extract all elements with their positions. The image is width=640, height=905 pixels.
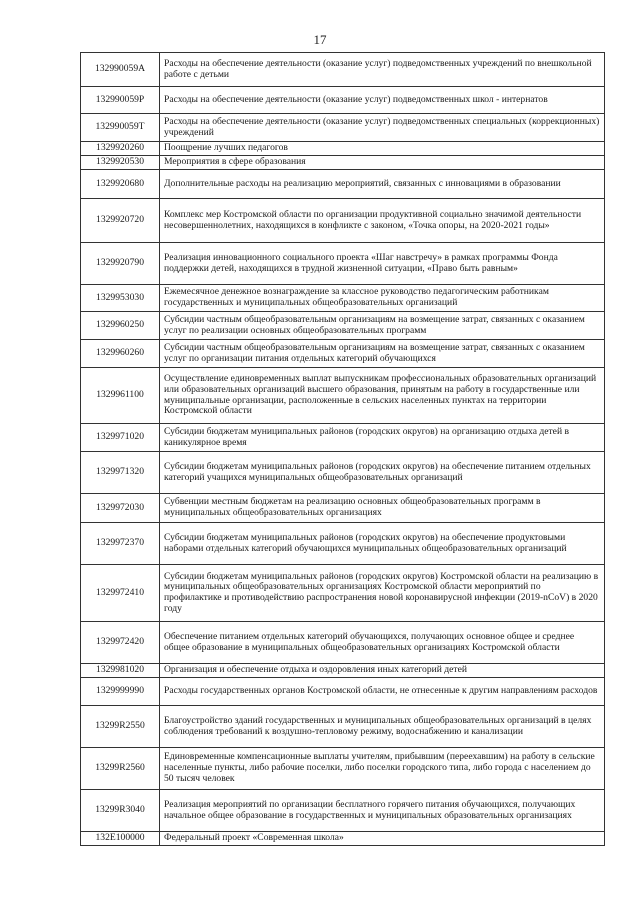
table-body <box>81 53 605 846</box>
row-code: 13299R3040 <box>81 790 160 832</box>
row-description: Субсидии частным общеобразовательным организациям на возмещение затрат, связанных с оказанием услуг по организации питания отдельных категорий обучающихся <box>160 340 605 368</box>
table-row <box>81 494 605 523</box>
table-row <box>81 87 605 114</box>
table-row <box>81 53 605 87</box>
row-description: Мероприятия в сфере образования <box>160 156 605 170</box>
row-code: 1329960260 <box>81 340 160 368</box>
row-description: Реализация инновационного социального проекта «Шаг навстречу» в рамках программы Фонда поддержки детей, находящихся в трудной жизненной ситуации, «Право быть равным» <box>160 243 605 285</box>
table-row <box>81 170 605 199</box>
row-description: Поощрение лучших педагогов <box>160 142 605 156</box>
row-description: Субсидии бюджетам муниципальных районов (городских округов) на обеспечение питанием отдельных категорий учащихся муниципальных общеобразовательных организаций <box>160 452 605 494</box>
row-description: Комплекс мер Костромской области по организации продуктивной социально значимой деятельности несовершеннолетних, находящихся в конфликте с законом, «Точка опоры, на 2020-2021 годы» <box>160 199 605 243</box>
table-row <box>81 368 605 424</box>
row-code: 1329920720 <box>81 199 160 243</box>
table-row <box>81 664 605 678</box>
row-code: 1329920260 <box>81 142 160 156</box>
row-code: 1329972420 <box>81 622 160 664</box>
table-row <box>81 706 605 748</box>
row-code: 1329972030 <box>81 494 160 523</box>
row-code: 1329920680 <box>81 170 160 199</box>
row-code: 132990059Р <box>81 87 160 114</box>
table-row <box>81 243 605 285</box>
table-row <box>81 523 605 565</box>
page-number: 17 <box>313 32 327 47</box>
table-row <box>81 285 605 312</box>
row-code: 13299R2560 <box>81 748 160 790</box>
row-code: 1329971320 <box>81 452 160 494</box>
row-description: Расходы на обеспечение деятельности (оказание услуг) подведомственных специальных (коррекционных) учреждений <box>160 114 605 142</box>
row-code: 1329972370 <box>81 523 160 565</box>
table-row <box>81 565 605 622</box>
table-row <box>81 832 605 846</box>
table-row <box>81 156 605 170</box>
row-code: 1329999990 <box>81 678 160 706</box>
table-row <box>81 142 605 156</box>
table-row <box>81 312 605 340</box>
row-code: 1329960250 <box>81 312 160 340</box>
row-code: 1329981020 <box>81 664 160 678</box>
row-description: Субвенции местным бюджетам на реализацию основных общеобразовательных программ в муниципальных общеобразовательных организациях <box>160 494 605 523</box>
table-row <box>81 678 605 706</box>
row-code: 1329971020 <box>81 424 160 452</box>
row-code: 1329961100 <box>81 368 160 424</box>
row-description: Расходы на обеспечение деятельности (оказание услуг) подведомственных учреждений по внешкольной работе с детьми <box>160 53 605 87</box>
row-code: 1329920530 <box>81 156 160 170</box>
table-row <box>81 199 605 243</box>
row-description: Субсидии бюджетам муниципальных районов (городских округов) на организацию отдыха детей в каникулярное время <box>160 424 605 452</box>
row-description: Благоустройство зданий государственных и муниципальных общеобразовательных организаций в целях соблюдения требований к воздушно-тепловому режиму, водоснабжению и канализации <box>160 706 605 748</box>
row-description: Ежемесячное денежное вознаграждение за классное руководство педагогическим работникам государственных и муниципальных общеобразовательных организаций <box>160 285 605 312</box>
row-code: 132990059Т <box>81 114 160 142</box>
row-description: Расходы на обеспечение деятельности (оказание услуг) подведомственных школ - интернатов <box>160 87 605 114</box>
row-code: 1329953030 <box>81 285 160 312</box>
row-description: Расходы государственных органов Костромской области, не отнесенные к другим направлениям расходов <box>160 678 605 706</box>
row-description: Субсидии частным общеобразовательным организациям на возмещение затрат, связанных с оказанием услуг по реализации основных общеобразовательных программ <box>160 312 605 340</box>
table-row <box>81 114 605 142</box>
table-row <box>81 748 605 790</box>
row-description: Дополнительные расходы на реализацию мероприятий, связанных с инновациями в образовании <box>160 170 605 199</box>
row-code: 132990059А <box>81 53 160 87</box>
row-description: Обеспечение питанием отдельных категорий обучающихся, получающих основное общее и среднее общее образование в муниципальных общеобразовательных организациях Костромской области <box>160 622 605 664</box>
row-code: 132E100000 <box>81 832 160 846</box>
table-row <box>81 452 605 494</box>
row-description: Организация и обеспечение отдыха и оздоровления иных категорий детей <box>160 664 605 678</box>
row-description: Субсидии бюджетам муниципальных районов (городских округов) на обеспечение продуктовыми наборами отдельных категорий обучающихся муниципальных общеобразовательных организаций <box>160 523 605 565</box>
row-description: Осуществление единовременных выплат выпускникам профессиональных образовательных организаций или образовательных организаций высшего образования, принятым на работу в государственные или муниципальные организации, расположенные в сельских населенных пунктах на территории Костромской области <box>160 368 605 424</box>
expense-code-table <box>80 52 605 846</box>
table-row <box>81 622 605 664</box>
row-description: Единовременные компенсационные выплаты учителям, прибывшим (переехавшим) на работу в сельские населенные пункты, либо рабочие поселки, либо поселки городского типа, либо города с населением до 50 тысяч человек <box>160 748 605 790</box>
row-code: 13299R2550 <box>81 706 160 748</box>
row-description: Реализация мероприятий по организации бесплатного горячего питания обучающихся, получающих начальное общее образование в государственных и муниципальных образовательных организациях <box>160 790 605 832</box>
row-code: 1329972410 <box>81 565 160 622</box>
table-row <box>81 790 605 832</box>
row-code: 1329920790 <box>81 243 160 285</box>
table-row <box>81 424 605 452</box>
row-description: Федеральный проект «Современная школа» <box>160 832 605 846</box>
table-row <box>81 340 605 368</box>
row-description: Субсидии бюджетам муниципальных районов (городских округов) Костромской области на реализацию в муниципальных общеобразовательных организациях Костромской области мероприятий по профилактике и противодействию распространения новой коронавирусной инфекции (2019-nCoV) в 2020 году <box>160 565 605 622</box>
